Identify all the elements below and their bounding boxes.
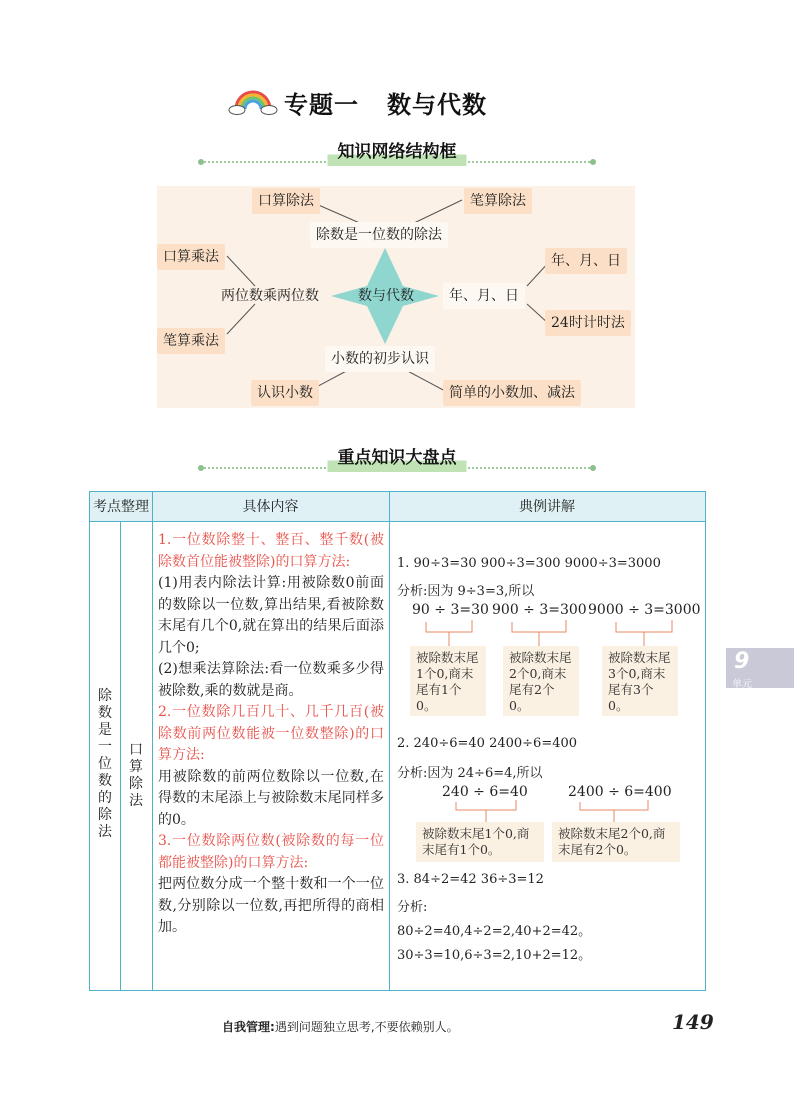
content-para-3: (2)想乘法算除法:看一位数乘多少得被除数,乘的数就是商。 (158, 661, 384, 699)
key-points-table (89, 491, 706, 991)
example-3-step-b: 30÷3=10,6÷3=2,10+2=12。 (397, 948, 592, 963)
node-decimals-intro: 小数的初步认识 (325, 346, 435, 372)
page-title (228, 84, 487, 120)
example-1-analysis: 分析:因为 9÷3=3,所以 (397, 584, 535, 599)
example-2-analysis: 分析:因为 24÷6=4,所以 (397, 766, 543, 781)
node-two-digit-multiplication: 两位数乘两位数 (221, 288, 319, 304)
knowledge-mindmap (157, 186, 635, 408)
title-part1: 专题一 (284, 90, 359, 119)
node-written-division: 笔算除法 (464, 188, 532, 214)
page-number: 149 (672, 1010, 714, 1034)
footer-note (222, 1018, 459, 1035)
rainbow-cloud-icon (228, 89, 278, 115)
node-center: 数与代数 (358, 288, 414, 304)
example-2-line: 2. 240÷6=40 2400÷6=400 (397, 736, 578, 751)
title-part2: 数与代数 (387, 90, 487, 119)
content-para-5: 用被除数的前两位数除以一位数,在得数的末尾添上与被除数末尾同样多的0。 (158, 768, 384, 828)
content-para-7: 把两位数分成一个整十数和一个一位数,分别除以一位数,再把所得的商相加。 (158, 876, 384, 935)
footer-label: 自我管理: (222, 1020, 275, 1034)
node-decimal-add-subtract: 简单的小数加、减法 (443, 380, 581, 406)
header-topic: 考点整理 (90, 492, 152, 522)
node-oral-multiplication: 口算乘法 (157, 244, 225, 270)
section-banner-key-points (200, 446, 594, 474)
subtopic-label: 口 算 除 法 (129, 742, 143, 809)
content-para-4: 2.一位数除几百几十、几千几百(被除数前两位数能被一位数整除)的口算方法: (158, 704, 384, 763)
example-1-note-1: 被除数末尾1个0,商末尾有1个0。 (410, 646, 486, 716)
node-oral-division: 口算除法 (252, 188, 320, 214)
node-year-month-day-sub: 年、月、日 (545, 248, 627, 274)
example-1-eq-1: 90 ÷ 3=30 (412, 602, 489, 618)
node-24-hour-clock: 24时计时法 (545, 310, 631, 336)
example-2-eq-1: 240 ÷ 6=40 (442, 784, 528, 800)
content-text (158, 530, 384, 939)
unit-number: 9 (734, 649, 750, 674)
example-2-eq-2: 2400 ÷ 6=400 (568, 784, 672, 800)
example-2-note-1: 被除数末尾1个0,商末尾有1个0。 (416, 822, 544, 862)
node-year-month-day: 年、月、日 (443, 283, 525, 309)
unit-label: 单元 (732, 679, 752, 690)
example-1-eq-3: 9000 ÷ 3=3000 (588, 602, 701, 618)
example-3-line: 3. 84÷2=42 36÷3=12 (397, 872, 544, 887)
section-title: 重点知识大盘点 (328, 446, 467, 472)
header-examples: 典例讲解 (389, 492, 705, 522)
example-3-analysis: 分析: (397, 900, 428, 915)
example-2-note-2: 被除数末尾2个0,商末尾有2个0。 (552, 822, 680, 862)
example-1-note-3: 被除数末尾3个0,商末尾有3个0。 (602, 646, 678, 716)
section-title: 知识网络结构框 (328, 140, 467, 166)
section-banner-network (200, 140, 594, 168)
footer-text: 遇到问题独立思考,不要依赖别人。 (274, 1020, 459, 1034)
content-para-6: 3.一位数除两位数(被除数的每一位都能被整除)的口算方法: (158, 833, 384, 871)
unit-side-tab (726, 648, 794, 688)
example-3-step-a: 80÷2=40,4÷2=2,40+2=42。 (397, 924, 592, 939)
example-1-line: 1. 90÷3=30 900÷3=300 9000÷3=3000 (397, 556, 661, 571)
content-para-1: 1.一位数除整十、整百、整千数(被除数首位能被整除)的口算方法: (158, 532, 384, 570)
topic-label: 除 数 是 一 位 数 的 除 法 (98, 688, 112, 840)
example-1-note-2: 被除数末尾2个0,商末尾有2个0。 (503, 646, 579, 716)
node-division-one-digit: 除数是一位数的除法 (310, 222, 448, 248)
example-1-eq-2: 900 ÷ 3=300 (492, 602, 587, 618)
node-written-multiplication: 笔算乘法 (157, 328, 225, 354)
node-know-decimals: 认识小数 (251, 380, 319, 406)
content-para-2: (1)用表内除法计算:用被除数0前面的数除以一位数,算出结果,看被除数末尾有几个0,就在算出的结果后面添几个0; (158, 575, 384, 656)
header-content: 具体内容 (152, 492, 389, 522)
